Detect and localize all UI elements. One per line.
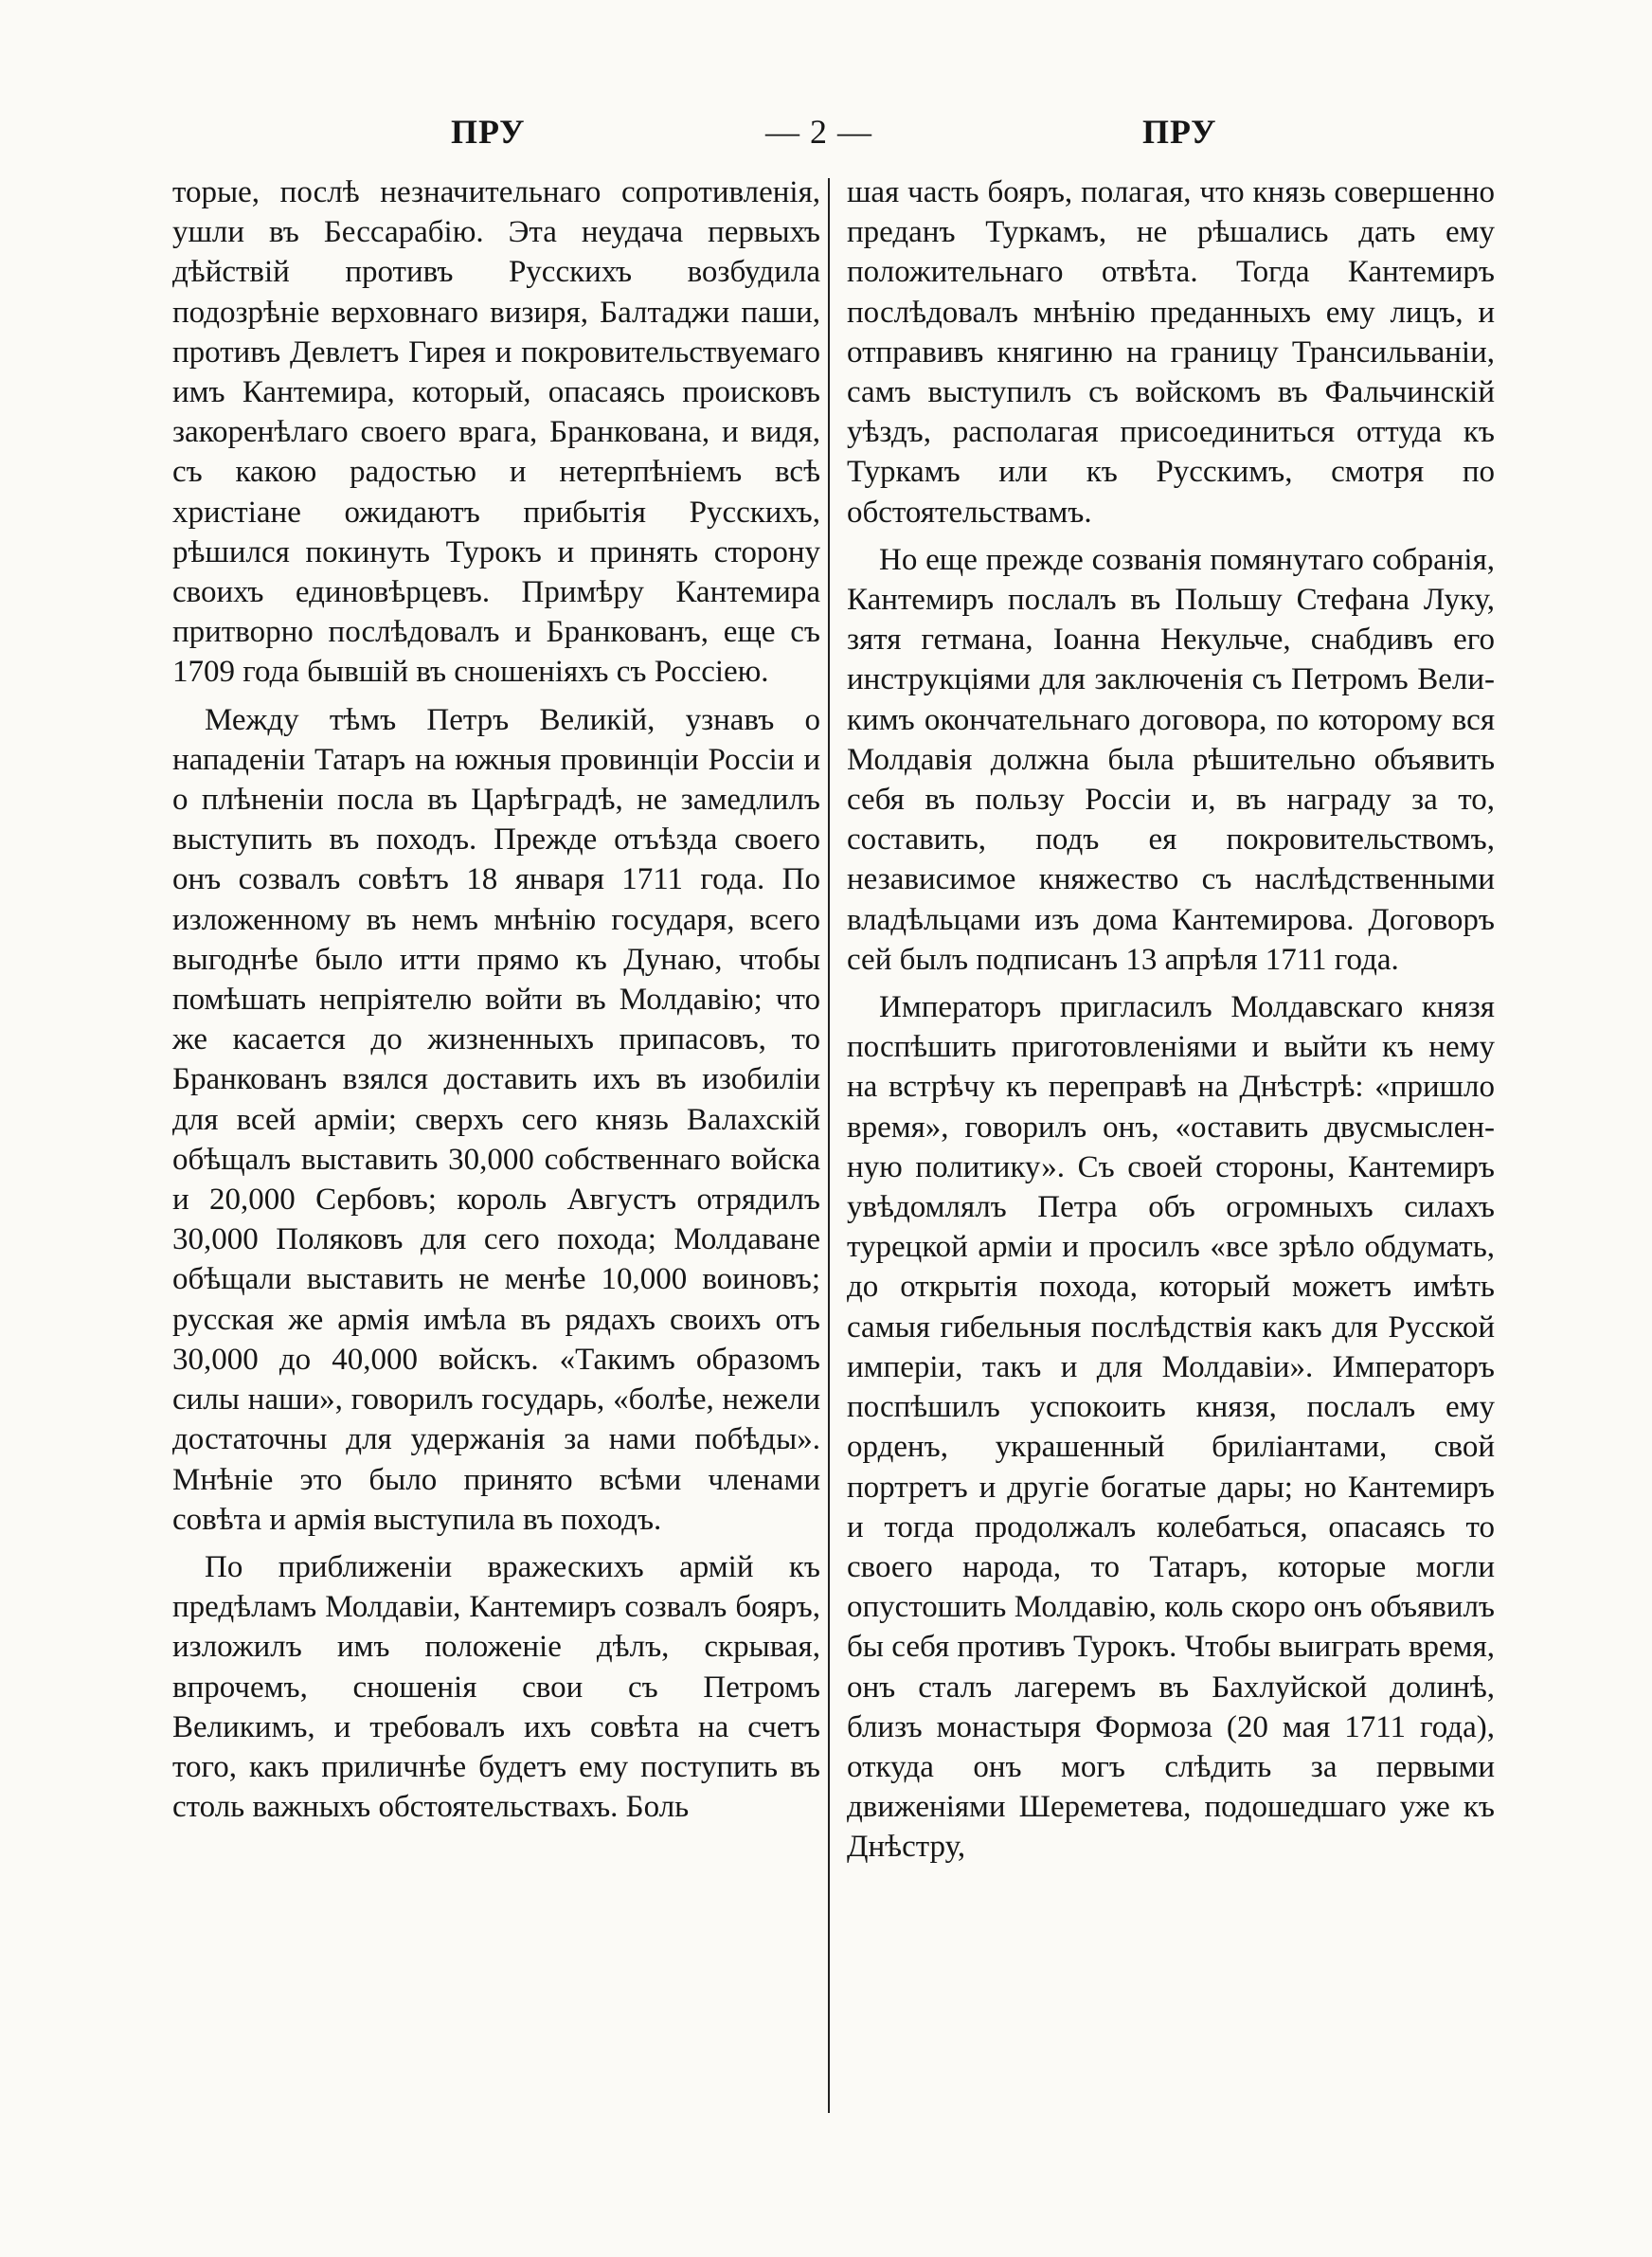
paragraph: торые, послѣ незначительнаго сопротивленія, ушли въ Бессарабію. Эта неудача первыхъ дѣйствій противъ Русскихъ возбудила подозрѣніе верховнаго визиря, Балтаджи паши, противъ Девлетъ Гирея и покровительствуемаго имъ Кантемира, который, опасаясь происковъ закоренѣлаго своего врага, Бранкована, и видя, съ какою радостью и нетерпѣніемъ всѣ христіане ожидаютъ прибытія Русскихъ, рѣшился покинуть Турокъ и принять сторону своихъ единовѣрцевъ. Примѣру Кантемира притворно послѣдовалъ и Бранкованъ, еще съ 1709 года бывшій въ сношеніяхъ съ Россіею. [172,175,820,690]
paragraph: По приближеніи вражескихъ армій къ предѣламъ Молдавіи, Кантемиръ созвалъ бояръ, изложилъ имъ положеніе дѣлъ, скрывая, впрочемъ, сношенія свои съ Петромъ Великимъ, и требовалъ ихъ совѣта на счетъ того, какъ приличнѣе будетъ ему поступить въ столь важныхъ обстоятельствахъ. Боль [172,1549,820,1825]
page-number: — 2 — [765,113,872,151]
right-column [847,172,1495,1868]
running-head-right: ПРУ [1142,113,1217,151]
paragraph: Императоръ пригласилъ Молдавскаго князя поспѣшить приготовленіями и выйти къ нему на встрѣчу къ переправѣ на Днѣстрѣ: «пришло время», говорилъ онъ, «оставить двусмысленную политику». Съ своей стороны, Кантемиръ увѣдомлялъ Петра объ огромныхъ силахъ турецкой арміи и просилъ «все зрѣло обдумать, до открытія похода, который можетъ имѣть самыя гибельныя послѣдствія какъ для Русской имперіи, такъ и для Молдавіи». Императоръ поспѣшилъ успокоить князя, послалъ ему орденъ, украшенный бриліантами, свой портретъ и другіе богатые дары; но Кантемиръ и тогда продолжалъ колебаться, опасаясь то своего народа, то Татаръ, которые могли опустошить Молдавію, коль скоро онъ объявилъ бы себя противъ Турокъ. Чтобы выиграть время, онъ сталъ лагеремъ въ Бахлуйской долинѣ, близъ монастыря Формоза (20 мая 1711 года), откуда онъ могъ слѣдить за первыми движеніями Шереметева, подошедшаго уже къ Днѣстру, [847,990,1495,1865]
paragraph: Между тѣмъ Петръ Великій, узнавъ о нападеніи Татаръ на южныя провинціи Россіи и о плѣненіи посла въ Царѣградѣ, не замедлилъ выступить въ походъ. Прежде отъѣзда своего онъ созвалъ совѣтъ 18 января 1711 года. По изложенному въ немъ мнѣнію государя, всего выгоднѣе было итти прямо къ Дунаю, чтобы помѣшать непріятелю войти въ Молдавію; что же касается до жизненныхъ припасовъ, то Бранкованъ взялся доставить ихъ въ изобиліи для всей арміи; сверхъ сего князь Валахскій обѣщалъ выставить 30,000 собственнаго войска и 20,000 Сербовъ; король Августъ отрядилъ 30,000 Поляковъ для сего похода; Молдаване обѣщали выставить не менѣе 10,000 воиновъ; русская же армія имѣла въ рядахъ своихъ отъ 30,000 до 40,000 войскъ. «Такимъ образомъ силы наши», говорилъ государь, «болѣе, нежели достаточны для удержанія за нами побѣды». Мнѣніе это было принято всѣми членами совѣта и армія выступила въ походъ. [172,702,820,1537]
running-head-left: ПРУ [451,113,526,151]
column-divider [828,178,830,2113]
paragraph: Но еще прежде созванія помянутаго собранія, Кантемиръ послалъ въ Польшу Стефана Луку, зятя гетмана, Іоанна Некульче, снабдивъ его инструкціями для заключенія съ Петромъ Великимъ окончательнаго договора, по которому вся Молдавія должна была рѣшительно объявить себя въ пользу Россіи и, въ награду за то, составить, подъ ея покровительствомъ, независимое княжество съ наслѣдственными владѣльцами изъ дома Кантемирова. Договоръ сей былъ подписанъ 13 апрѣля 1711 года. [847,542,1495,977]
paragraph: шая часть бояръ, полагая, что князь совершенно преданъ Туркамъ, не рѣшались дать ему положительнаго отвѣта. Тогда Кантемиръ послѣдовалъ мнѣнію преданныхъ ему лицъ, и отправивъ княгиню на границу Трансильваніи, самъ выступилъ съ войскомъ въ Фальчинскій уѣздъ, располагая присоединиться оттуда къ Туркамъ или къ Русскимъ, смотря по обстоятельствамъ. [847,175,1495,530]
left-column [172,172,820,1827]
